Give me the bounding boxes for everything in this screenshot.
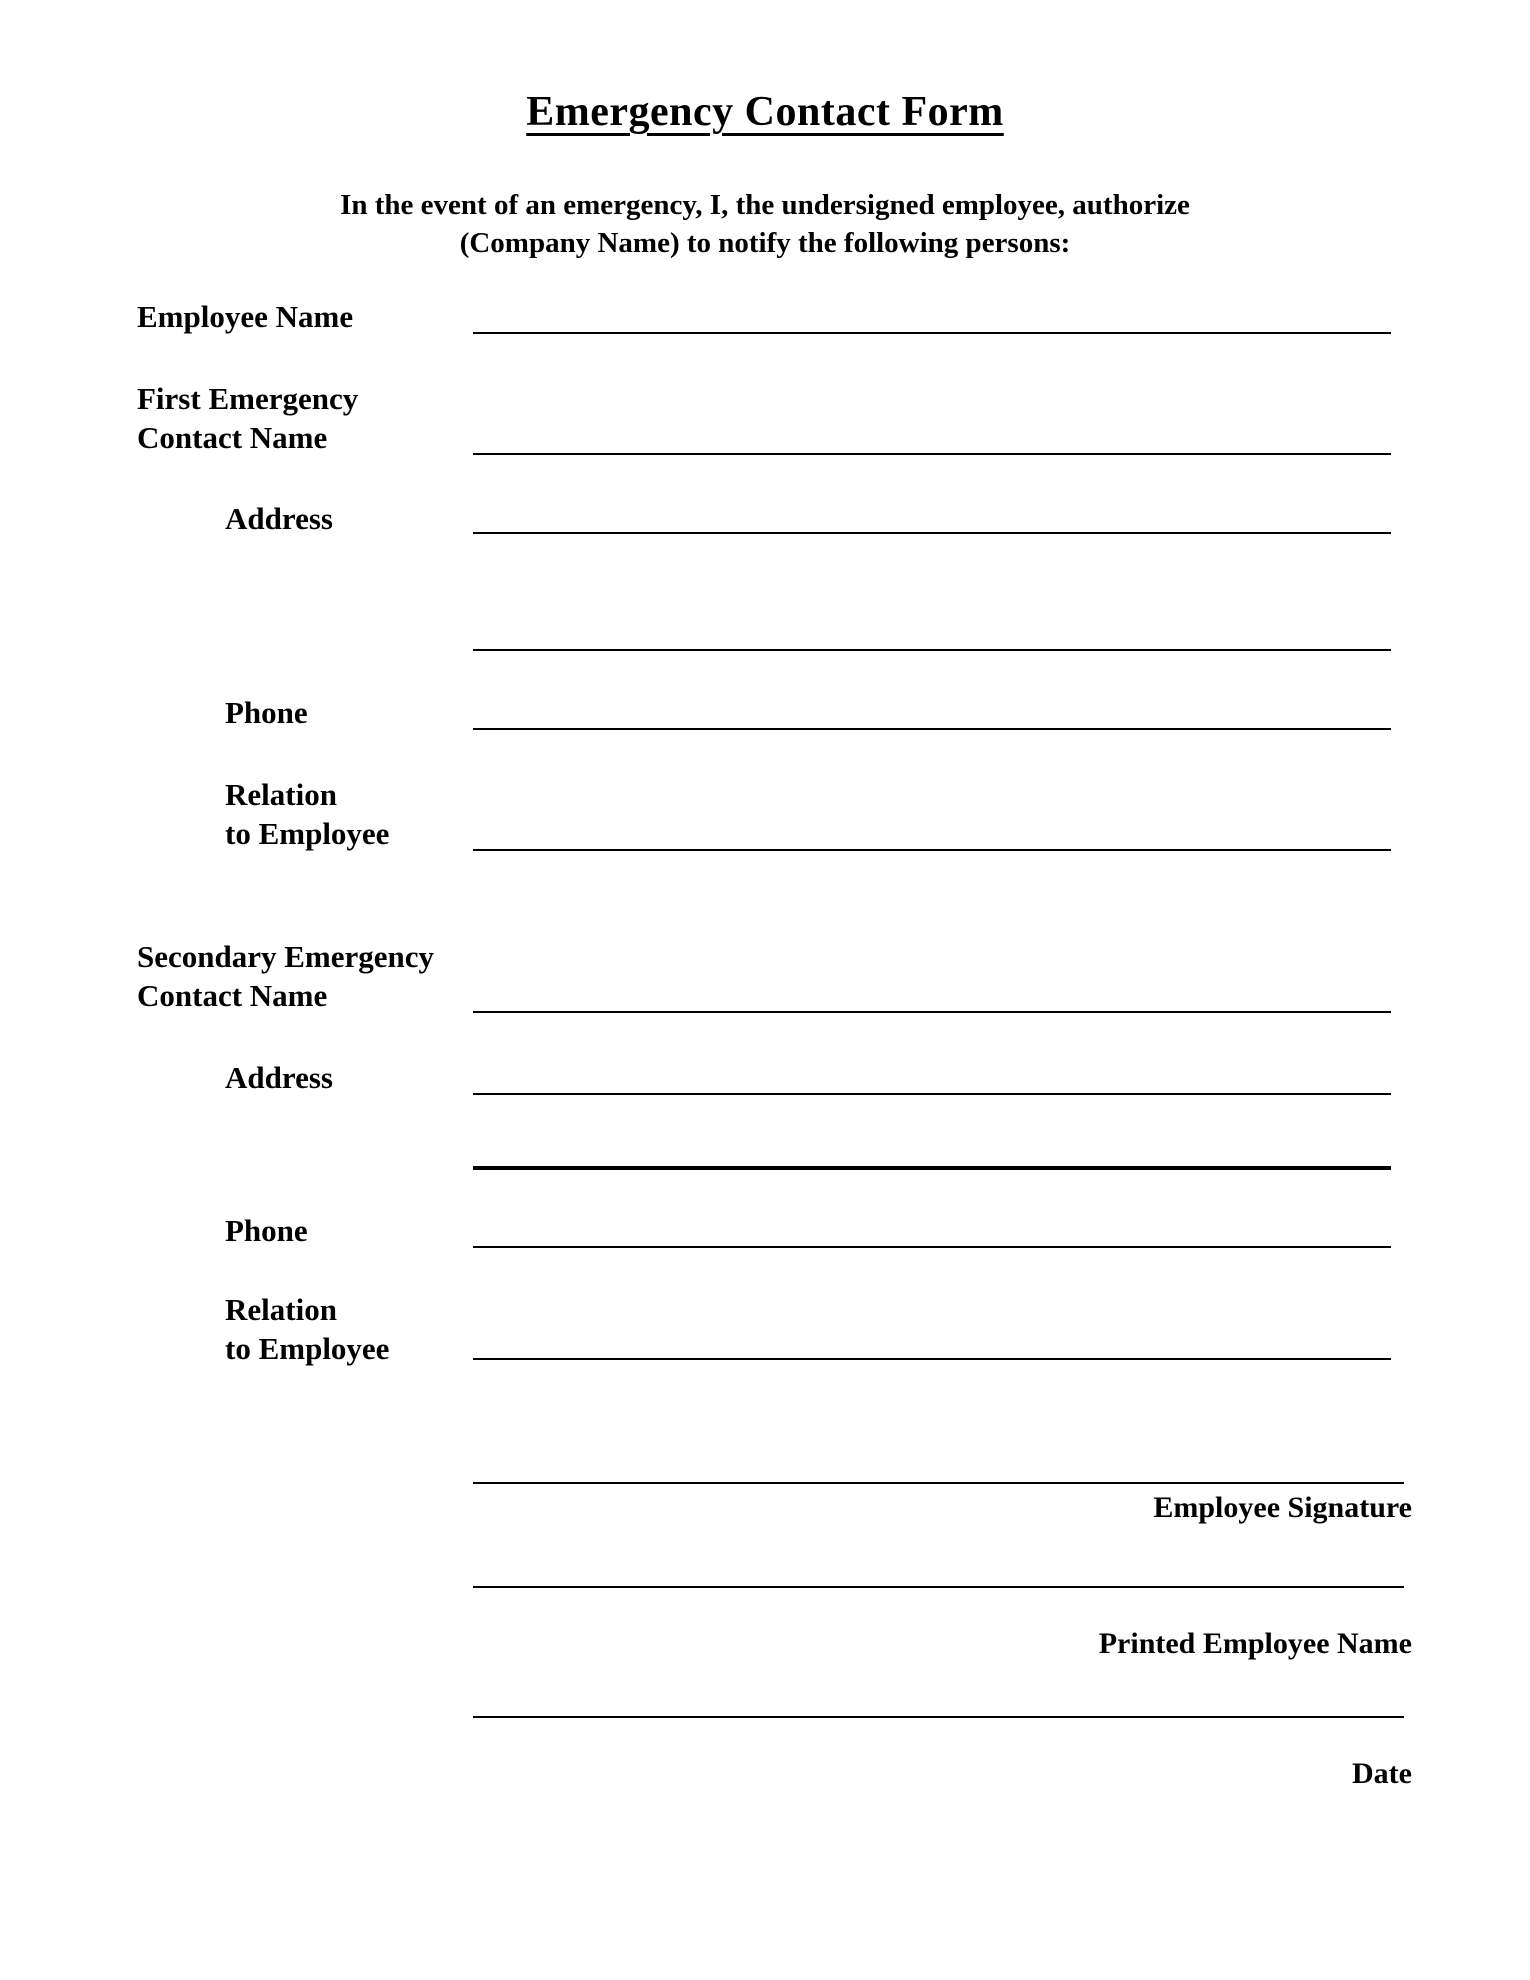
secondary-relation-label-line2: to Employee [225,1331,390,1366]
first-contact-name-label [137,379,358,457]
employee-name-input-line[interactable] [473,332,1391,334]
first-relation-label-line1: Relation [225,777,337,812]
first-contact-name-input-line[interactable] [473,453,1391,455]
first-address-input-line-1[interactable] [473,532,1391,534]
secondary-relation-label-line1: Relation [225,1292,337,1327]
first-contact-name-label-line1: First Emergency [137,381,359,416]
secondary-contact-name-input-line[interactable] [473,1011,1391,1013]
first-relation-label-line2: to Employee [225,816,390,851]
first-phone-label: Phone [225,695,308,730]
secondary-relation-label [225,1290,389,1368]
secondary-contact-name-label-line2: Contact Name [137,978,328,1013]
first-address-label: Address [225,501,333,536]
secondary-contact-name-label-line1: Secondary Emergency [137,939,435,974]
secondary-address-input-line-1[interactable] [473,1093,1391,1095]
first-phone-input-line[interactable] [473,728,1391,730]
intro-text [0,186,1530,262]
secondary-phone-input-line[interactable] [473,1246,1391,1248]
date-input-line[interactable] [473,1716,1404,1718]
printed-employee-name-input-line[interactable] [473,1586,1404,1588]
employee-name-label: Employee Name [137,299,354,334]
employee-signature-label: Employee Signature [1153,1491,1412,1524]
secondary-address-label: Address [225,1060,333,1095]
form-title: Emergency Contact Form [526,89,1004,135]
first-address-input-line-2[interactable] [473,649,1391,651]
secondary-contact-name-label [137,937,434,1015]
date-label: Date [1352,1757,1412,1790]
secondary-address-input-line-2[interactable] [473,1166,1391,1170]
employee-signature-input-line[interactable] [473,1482,1404,1484]
intro-line-2: (Company Name) to notify the following persons: [459,227,1071,259]
first-contact-name-label-line2: Contact Name [137,420,328,455]
printed-employee-name-label: Printed Employee Name [1098,1627,1412,1660]
intro-line-1: In the event of an emergency, I, the undersigned employee, authorize [340,189,1190,221]
first-relation-label [225,775,389,853]
secondary-relation-input-line[interactable] [473,1358,1391,1360]
secondary-phone-label: Phone [225,1213,308,1248]
first-relation-input-line[interactable] [473,849,1391,851]
